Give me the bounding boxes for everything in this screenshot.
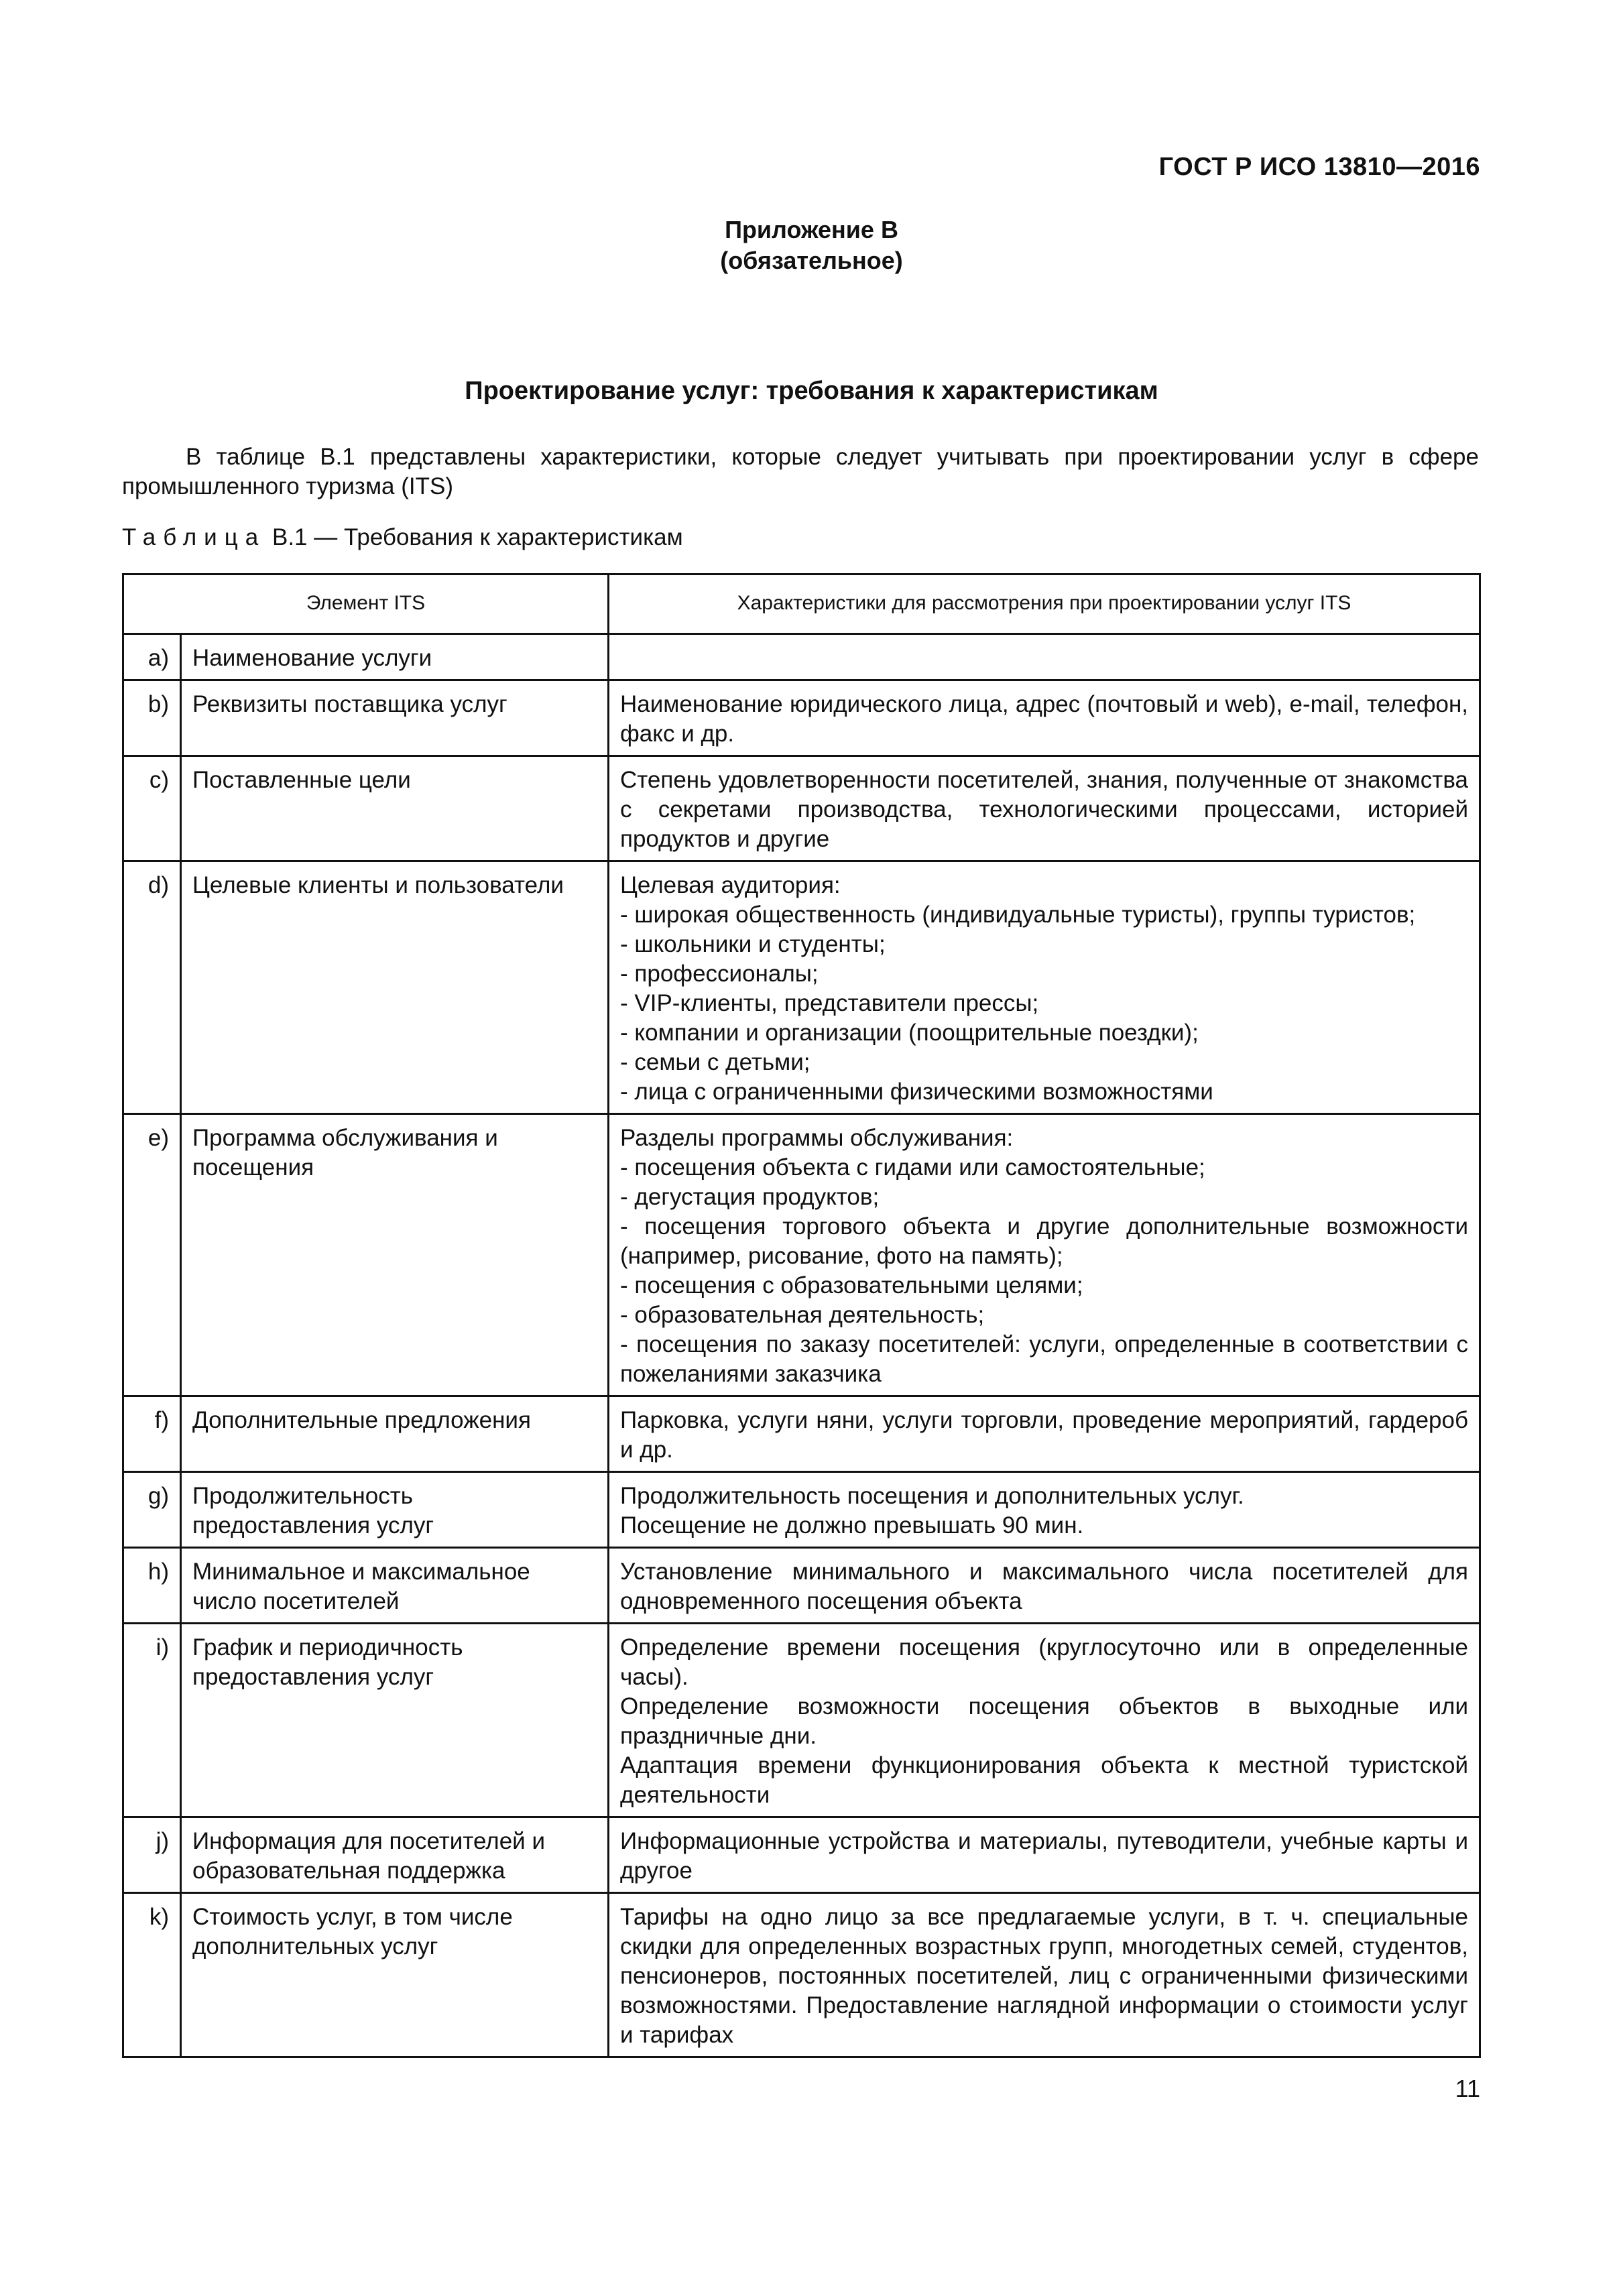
- characteristic-line: - образовательная деятельность;: [620, 1302, 985, 1328]
- annex-status: (обязательное): [720, 247, 903, 274]
- row-characteristics: [609, 634, 1480, 680]
- table-row: [123, 756, 1480, 861]
- characteristic-line: Информационные устройства и материалы, путеводители, учебные карты и другое: [620, 1828, 1469, 1884]
- table-caption: [122, 524, 683, 551]
- row-letter: d): [123, 861, 181, 1114]
- table-row: [123, 861, 1480, 1114]
- characteristic-line: - посещения торгового объекта и другие дополнительные возможности (например, рисование, фото на память);: [620, 1213, 1469, 1269]
- row-letter: k): [123, 1893, 181, 2057]
- characteristic-line: - школьники и студенты;: [620, 931, 886, 957]
- row-element: Дополнительные предложения: [181, 1396, 609, 1472]
- requirements-table: [122, 573, 1481, 2058]
- characteristic-line: - компании и организации (поощрительные поездки);: [620, 1020, 1199, 1046]
- row-characteristics: [609, 1893, 1480, 2057]
- row-characteristics: [609, 861, 1480, 1114]
- table-caption-number: В.1 —: [272, 524, 338, 550]
- row-characteristics: [609, 1817, 1480, 1893]
- row-letter: f): [123, 1396, 181, 1472]
- characteristic-line: Продолжительность посещения и дополнительных услуг.: [620, 1483, 1244, 1509]
- row-element: Стоимость услуг, в том числе дополнительных услуг: [181, 1893, 609, 2057]
- section-title: Проектирование услуг: требования к характеристикам: [465, 377, 1158, 405]
- table-caption-text: Требования к характеристикам: [343, 524, 683, 550]
- characteristic-line: - широкая общественность (индивидуальные туристы), группы туристов;: [620, 902, 1416, 928]
- row-element: Реквизиты поставщика услуг: [181, 680, 609, 756]
- row-characteristics: [609, 1472, 1480, 1548]
- row-element: Программа обслуживания и посещения: [181, 1114, 609, 1396]
- row-letter: j): [123, 1817, 181, 1893]
- characteristic-line: Наименование юридического лица, адрес (почтовый и web), e-mail, телефон, факс и др.: [620, 691, 1469, 747]
- characteristic-line: - посещения объекта с гидами или самостоятельные;: [620, 1154, 1205, 1181]
- characteristic-line: - дегустация продуктов;: [620, 1184, 880, 1210]
- table-row: [123, 1396, 1480, 1472]
- row-element: График и периодичность предоставления услуг: [181, 1624, 609, 1817]
- characteristic-line: - профессионалы;: [620, 961, 819, 987]
- table-row: [123, 1893, 1480, 2057]
- characteristic-line: Тарифы на одно лицо за все предлагаемые услуги, в т. ч. специальные скидки для определенных возрастных групп, многодетных семей, студентов, пенсионеров, постоянных посетителей, лиц с ограниченными физическими возможностями. Предоставление наглядной информации о стоимости услуг и тарифах: [620, 1904, 1469, 2048]
- annex-heading: [0, 215, 1623, 276]
- row-characteristics: [609, 1624, 1480, 1817]
- characteristic-line: - посещения с образовательными целями;: [620, 1272, 1083, 1298]
- characteristic-line: - лица с ограниченными физическими возможностями: [620, 1079, 1213, 1105]
- annex-title: Приложение В: [725, 216, 898, 243]
- row-element: Минимальное и максимальное число посетителей: [181, 1548, 609, 1624]
- table-row: [123, 1114, 1480, 1396]
- document-code: ГОСТ Р ИСО 13810—2016: [1158, 153, 1480, 181]
- row-element: Наименование услуги: [181, 634, 609, 680]
- characteristic-line: Определение времени посещения (круглосуточно или в определенные часы).: [620, 1634, 1469, 1690]
- row-characteristics: [609, 680, 1480, 756]
- intro-paragraph: В таблице В.1 представлены характеристики, которые следует учитывать при проектировании услуг в сфере промышленного туризма (ITS): [122, 444, 1479, 499]
- page-number: 11: [1455, 2075, 1480, 2102]
- row-element: Информация для посетителей и образовательная поддержка: [181, 1817, 609, 1893]
- characteristic-line: - VIP-клиенты, представители прессы;: [620, 990, 1039, 1016]
- row-letter: a): [123, 634, 181, 680]
- row-letter: g): [123, 1472, 181, 1548]
- characteristic-line: Посещение не должно превышать 90 мин.: [620, 1512, 1084, 1538]
- table-caption-label: Таблица: [122, 524, 266, 550]
- row-element: Поставленные цели: [181, 756, 609, 861]
- table-header-row: [123, 575, 1480, 634]
- row-element: Целевые клиенты и пользователи: [181, 861, 609, 1114]
- characteristic-line: - посещения по заказу посетителей: услуги, определенные в соответствии с пожеланиями заказчика: [620, 1331, 1469, 1387]
- characteristic-line: - семьи с детьми;: [620, 1049, 810, 1075]
- characteristic-line: Определение возможности посещения объектов в выходные или праздничные дни.: [620, 1693, 1469, 1749]
- characteristic-line: Адаптация времени функционирования объекта к местной туристской деятельности: [620, 1752, 1469, 1808]
- row-letter: e): [123, 1114, 181, 1396]
- table-row: [123, 680, 1480, 756]
- table-row: [123, 1624, 1480, 1817]
- row-letter: c): [123, 756, 181, 861]
- row-characteristics: [609, 1548, 1480, 1624]
- table-row: [123, 1817, 1480, 1893]
- characteristic-line: Установление минимального и максимального числа посетителей для одновременного посещения объекта: [620, 1559, 1469, 1614]
- row-letter: b): [123, 680, 181, 756]
- row-letter: h): [123, 1548, 181, 1624]
- header-characteristics: Характеристики для рассмотрения при проектировании услуг ITS: [609, 575, 1480, 634]
- row-characteristics: [609, 1396, 1480, 1472]
- characteristic-line: Парковка, услуги няни, услуги торговли, проведение мероприятий, гардероб и др.: [620, 1407, 1469, 1463]
- table-row: [123, 634, 1480, 680]
- table-body: [123, 634, 1480, 2057]
- row-element: Продолжительность предоставления услуг: [181, 1472, 609, 1548]
- header-element: Элемент ITS: [123, 575, 609, 634]
- row-characteristics: [609, 756, 1480, 861]
- characteristic-line: Разделы программы обслуживания:: [620, 1125, 1014, 1151]
- table-row: [123, 1472, 1480, 1548]
- row-characteristics: [609, 1114, 1480, 1396]
- characteristic-line: Степень удовлетворенности посетителей, знания, полученные от знакомства с секретами производства, технологическими процессами, историей продуктов и другие: [620, 767, 1469, 852]
- table-row: [123, 1548, 1480, 1624]
- characteristic-line: Целевая аудитория:: [620, 872, 841, 898]
- row-letter: i): [123, 1624, 181, 1817]
